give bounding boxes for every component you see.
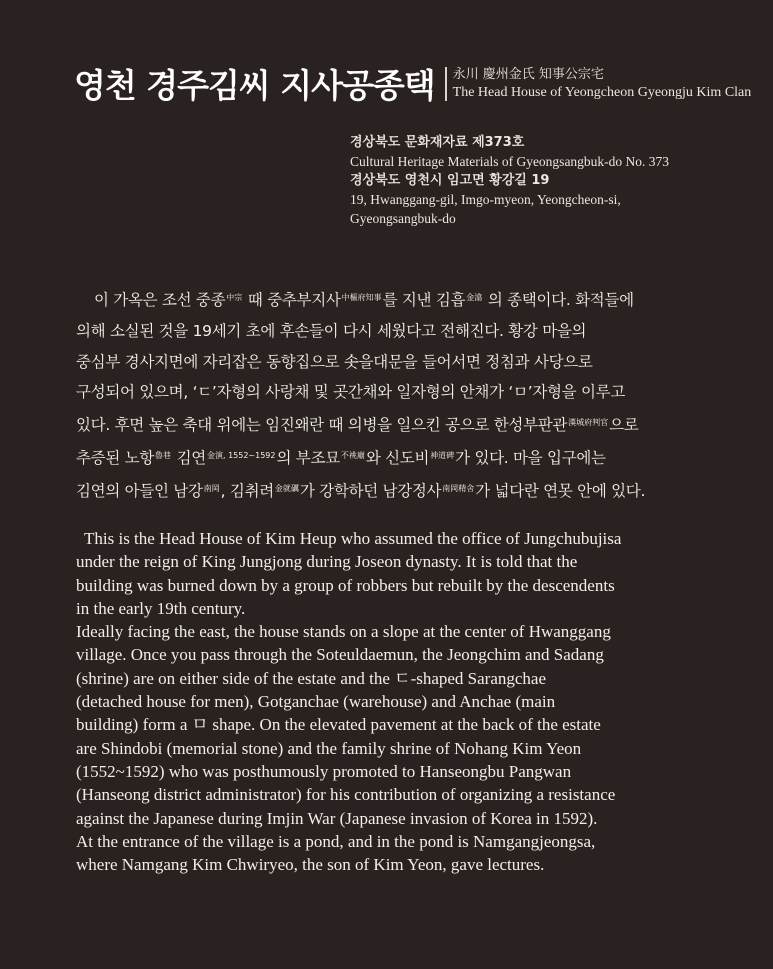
english-line: (detached house for men), Gotganchae (warehouse) and Anchae (main [76,692,556,712]
hanja-annotation: 南岡 [203,483,220,493]
designation-en: Cultural Heritage Materials of Gyeongsangbuk-do No. 373 [350,154,670,169]
korean-line: 구성되어 있으며, ‘ㄷ’자형의 사랑채 및 곳간채와 일자형의 안채가 ‘ㅁ’자형을 이루고 [76,383,625,402]
english-line: village. Once you pass through the Soteuldaemun, the Jeongchim and Sadang [76,645,604,665]
korean-description [76,283,701,507]
title-divider [445,67,447,101]
page-title: 영천 경주김씨 지사공종택 [74,66,435,105]
hanja-annotation: 南岡精舍 [442,483,475,493]
text: 가 있다. 마을 입구에는 [455,448,606,467]
text: 를 지낸 김흡 [382,291,466,309]
english-line: are Shindobi (memorial stone) and the family shrine of Nohang Kim Yeon [76,738,582,758]
hanja-annotation: 中宗 [226,293,243,302]
title-block [74,60,751,107]
korean-line [76,441,701,474]
text: 의 부조묘 [276,448,340,467]
english-line: This is the Head House of Kim Heup who assumed the office of Jungchubujisa [84,529,622,548]
text: 김연의 아들인 남강 [76,481,203,500]
english-line: (Hanseong district administrator) for his contribution of organizing a resistance [76,785,616,805]
hanja-annotation: 中樞府知事 [341,293,382,302]
text: , 김취려 [220,481,274,500]
text: 와 신도비 [365,448,430,467]
korean-line [76,283,701,316]
heritage-info [350,133,750,228]
english-line: At the entrance of the village is a pond, and in the pond is Namgangjeongsa, [76,831,596,851]
korean-line [76,408,701,441]
title-subtitle [453,66,752,102]
text: 으로 [609,416,639,435]
english-line: building) form a ㅁ shape. On the elevated pavement at the back of the estate [76,715,601,735]
text: 가 넓다란 연못 안에 있다. [475,481,646,500]
address-ko: 경상북도 영천시 임고면 황강길 19 [350,173,550,188]
hanja-annotation: 不祧廟 [340,450,365,460]
hanja-annotation: 金就礪 [274,483,299,493]
english-line: (shrine) are on either side of the estate and the ㄷ-shaped Sarangchae [76,668,547,688]
address-en-line-2: Gyeongsangbuk-do [350,211,456,226]
hanja-annotation: 金潝 [466,293,483,302]
korean-line [76,474,701,507]
english-line: where Namgang Kim Chwiryeo, the son of Kim Yeon, gave lectures. [76,855,545,875]
hanja-annotation: 金演, 1552~1592 [206,450,276,460]
hanja-annotation: 魯巷 [155,450,171,460]
hanja-annotation: 漢城府判官 [568,418,609,428]
address-en-line-1: 19, Hwanggang-gil, Imgo-myeon, Yeongcheon-si, [350,192,621,207]
english-line: building was burned down by a group of robbers but rebuilt by the descendents [76,575,615,595]
designation-ko: 경상북도 문화재자료 제373호 [350,135,525,150]
text: 가 강학하던 남강정사 [299,481,442,500]
text: 이 가옥은 조선 중종 [94,291,226,309]
english-line: against the Japanese during Imjin War (Japanese invasion of Korea in 1592). [76,808,598,828]
text: 의 종택이다. 화적들에 [483,291,634,309]
english-line: (1552~1592) who was posthumously promoted to Hanseongbu Pangwan [76,761,572,781]
english-line: in the early 19th century. [76,598,246,618]
title-english: The Head House of Yeongcheon Gyeongju Kim Clan [452,84,752,100]
english-line: Ideally facing the east, the house stands on a slope at the center of Hwanggang [76,622,611,642]
korean-line: 의해 소실된 것을 19세기 초에 후손들이 다시 세웠다고 전해진다. 황강 마을의 [76,321,587,340]
text: 추증된 노항 [76,448,154,467]
text: 때 중추부지사 [243,291,341,309]
title-hanja: 永川 慶州金氏 知事公宗宅 [452,66,604,82]
english-description [76,527,701,876]
text: 김연 [172,448,206,467]
korean-line: 중심부 경사지면에 자리잡은 동향집으로 솟을대문을 들어서면 정침과 사당으로 [76,352,593,371]
hanja-annotation: 神道碑 [430,450,455,460]
text: 있다. 후면 높은 축대 위에는 임진왜란 때 의병을 일으킨 공으로 한성부판관 [76,416,568,435]
english-line: under the reign of King Jungjong during Joseon dynasty. It is told that the [76,552,578,572]
